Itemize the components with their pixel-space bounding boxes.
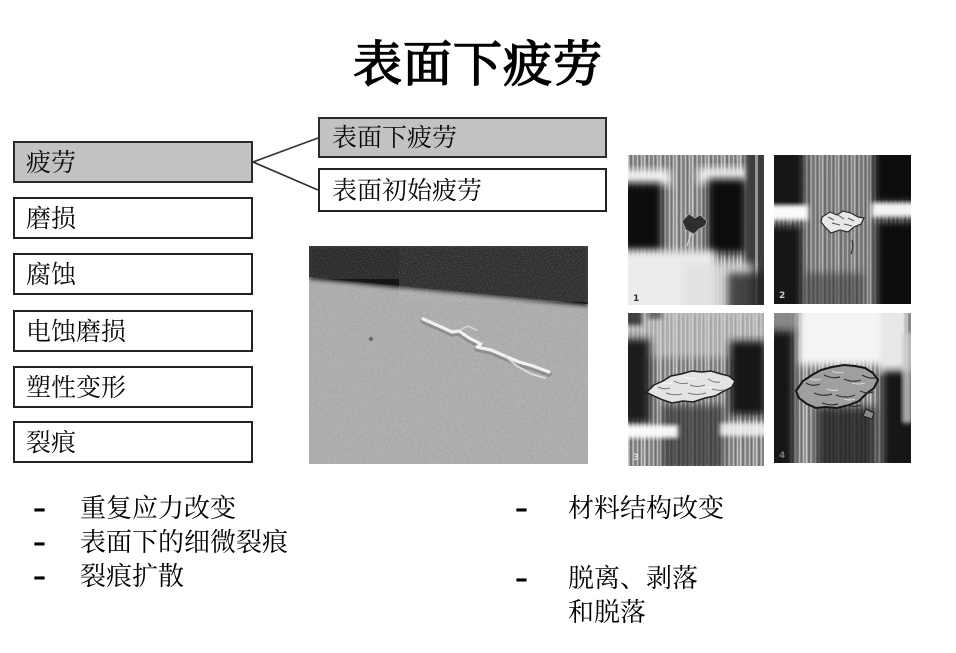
connector-line-bottom <box>253 162 318 190</box>
branch-connector-lines <box>251 130 321 200</box>
bullet-text: 裂痕扩散 <box>80 562 185 592</box>
bullet-text: 重复应力改变 <box>80 494 237 524</box>
category-label-cracks: 裂痕 <box>26 427 77 457</box>
bullet-text-line1: 脱离、剥落 <box>568 564 699 594</box>
category-box-electric-erosion-wear <box>13 310 253 352</box>
bullet-text-multiline <box>568 562 698 630</box>
category-box-plastic-deformation <box>13 366 253 408</box>
category-label-fatigue: 疲劳 <box>26 147 77 177</box>
category-label-plastic-deformation: 塑性变形 <box>26 372 127 402</box>
category-box-corrosion <box>13 253 253 295</box>
bullet-text: 材料结构改变 <box>568 494 725 524</box>
category-box-wear <box>13 197 253 239</box>
bullet-item <box>515 562 875 630</box>
bullet-text: 表面下的细微裂痕 <box>80 528 289 558</box>
category-label-wear: 磨损 <box>26 203 77 233</box>
bullet-item <box>515 492 875 526</box>
photo-number-3: 3 <box>633 453 640 463</box>
bullet-item <box>33 526 473 560</box>
category-label-corrosion: 腐蚀 <box>26 259 77 289</box>
photo-number-2: 2 <box>779 291 786 301</box>
bearing-photo-3 <box>628 313 764 466</box>
bullet-item <box>33 492 473 526</box>
category-label-electric-erosion-wear: 电蚀磨损 <box>26 316 127 346</box>
category-box-cracks <box>13 421 253 463</box>
bullet-list-left <box>33 492 473 594</box>
bearing-photo-1 <box>628 155 764 305</box>
bullet-dash: – <box>33 562 46 592</box>
branch-box-subsurface-fatigue <box>318 117 607 158</box>
branch-box-surface-initiated-fatigue <box>318 168 607 212</box>
bullet-dash: – <box>515 494 528 524</box>
bullet-item <box>33 560 473 594</box>
bearing-photo-2 <box>774 155 911 304</box>
photo-number-4: 4 <box>779 451 786 461</box>
branch-label-surface-initiated-fatigue: 表面初始疲劳 <box>332 175 483 205</box>
page-title: 表面下疲劳 <box>352 35 603 93</box>
bullet-dash: – <box>33 528 46 558</box>
connector-line-top <box>253 138 318 162</box>
category-box-fatigue <box>13 141 253 183</box>
crack-micrograph-image <box>309 246 588 464</box>
bullet-dash: – <box>33 494 46 524</box>
bullet-text-line2: 和脱落 <box>568 598 647 628</box>
branch-label-subsurface-fatigue: 表面下疲劳 <box>332 123 458 152</box>
bearing-photo-4 <box>774 313 911 463</box>
inclusion-speck <box>369 337 373 341</box>
bullet-dash: – <box>515 564 528 594</box>
photo-number-1: 1 <box>633 294 640 304</box>
bullet-list-right <box>515 492 875 630</box>
